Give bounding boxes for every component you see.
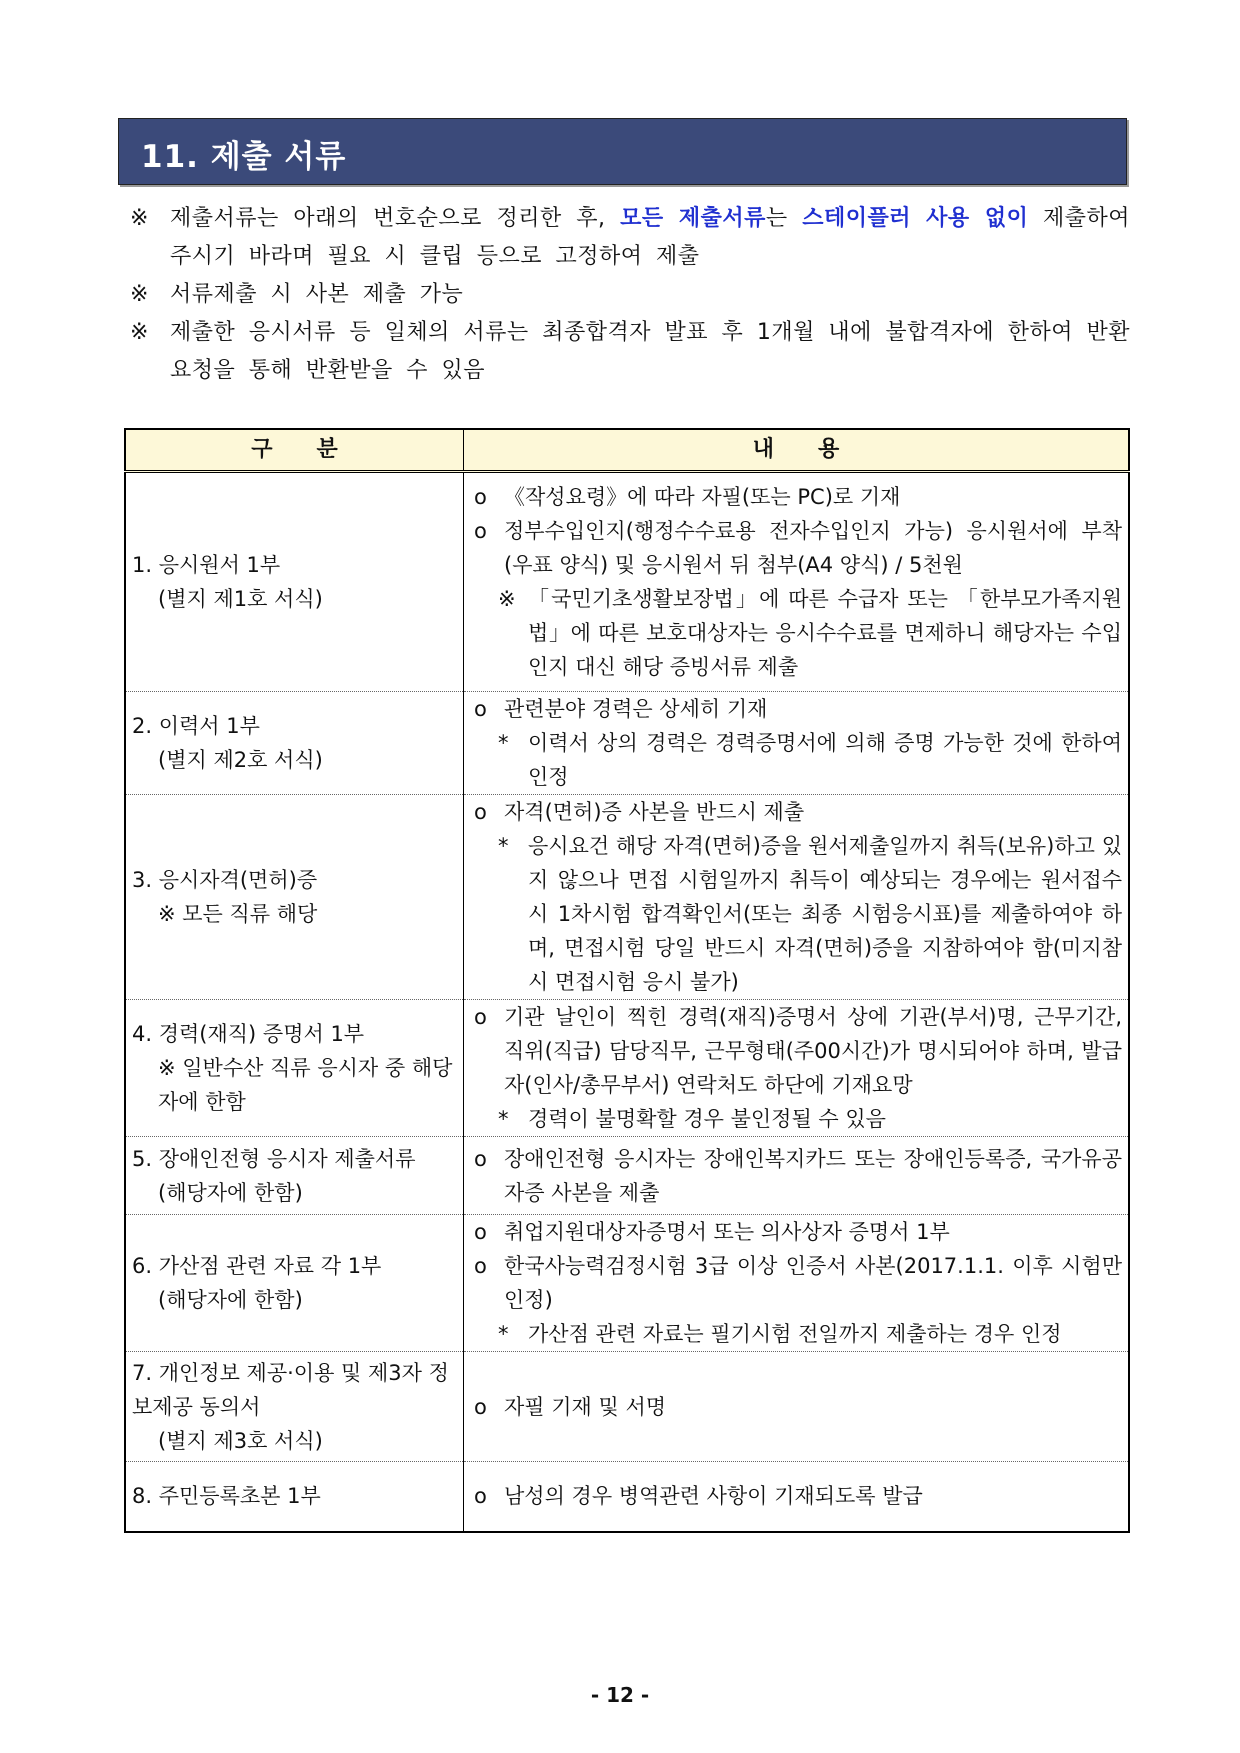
category-note: ※ 일반수산 직류 응시자 중 해당자에 한함 <box>158 1056 453 1114</box>
table-row <box>125 1462 1129 1532</box>
details-cell <box>464 1462 1130 1532</box>
details-cell <box>464 795 1130 1000</box>
details-cell <box>464 692 1130 795</box>
category-note: (별지 제1호 서식) <box>158 587 323 611</box>
bullet-mark: o <box>474 519 487 543</box>
detail-line <box>474 582 1122 684</box>
bullet-mark: o <box>474 1005 487 1029</box>
detail-line <box>474 1215 1122 1249</box>
detail-text: 자필 기재 및 서명 <box>504 1394 667 1419</box>
bullet-mark: o <box>474 1146 487 1171</box>
detail-text: 기관 날인이 찍힌 경력(재직)증명서 상에 기관(부서)명, 근무기간, 직위(직급) 담당직무, 근무형태(주00시간)가 명시되어야 하며, 발급자(인사/총무부서) 연락처도 하단에 기재요망 <box>504 1005 1122 1097</box>
bullet-mark: * <box>498 1322 509 1346</box>
detail-text: 장애인전형 응시자는 장애인복지카드 또는 장애인등록증, 국가유공자증 사본을 제출 <box>504 1146 1122 1205</box>
bullet-mark: o <box>474 1254 487 1278</box>
category-note: (해당자에 한함) <box>158 1288 303 1312</box>
category-title: 3. 응시자격(면허)증 <box>132 868 318 892</box>
table-row <box>125 1137 1129 1215</box>
detail-line <box>474 1000 1122 1102</box>
category-title: 1. 응시원서 1부 <box>132 553 281 577</box>
note-item <box>130 276 1130 314</box>
detail-line <box>474 1249 1122 1317</box>
detail-text: 《작성요령》에 따라 자필(또는 PC)로 기재 <box>504 485 901 509</box>
category-title: 8. 주민등록초본 1부 <box>132 1484 321 1509</box>
category-cell <box>125 472 464 692</box>
detail-text: 가산점 관련 자료는 필기시험 전일까지 제출하는 경우 인정 <box>528 1322 1062 1346</box>
detail-text: 정부수입인지(행정수수료용 전자수입인지 가능) 응시원서에 부착(우표 양식) 및 응시원서 뒤 첨부(A4 양식) / 5천원 <box>504 519 1122 577</box>
category-note: (별지 제3호 서식) <box>158 1428 323 1453</box>
detail-text: 「국민기초생활보장법」에 따른 수급자 또는 「한부모가족지원법」에 따른 보호대상자는 응시수수료를 면제하니 해당자는 수입인지 대신 해당 증빙서류 제출 <box>528 587 1122 679</box>
detail-text: 자격(면허)증 사본을 반드시 제출 <box>504 800 805 824</box>
category-note: ※ 모든 직류 해당 <box>158 902 318 926</box>
detail-line <box>474 726 1122 794</box>
detail-text: 취업지원대상자증명서 또는 의사상자 증명서 1부 <box>504 1220 950 1244</box>
table-row <box>125 1215 1129 1352</box>
details-cell <box>464 1000 1130 1137</box>
note-text <box>170 276 1130 314</box>
note-text <box>170 200 1130 276</box>
details-cell <box>464 1352 1130 1462</box>
detail-line <box>474 1390 1122 1424</box>
bullet-mark: o <box>474 800 487 824</box>
detail-line <box>474 1479 1122 1513</box>
detail-line <box>474 1142 1122 1210</box>
table-row <box>125 1000 1129 1137</box>
bullet-mark: * <box>498 1107 509 1131</box>
category-note: (해당자에 한함) <box>158 1180 303 1205</box>
detail-text: 관련분야 경력은 상세히 기재 <box>504 697 768 721</box>
bullet-mark: o <box>474 1394 487 1419</box>
category-cell <box>125 692 464 795</box>
documents-table <box>124 428 1130 1533</box>
bullet-mark: o <box>474 697 487 721</box>
table-row <box>125 472 1129 692</box>
detail-line <box>474 1317 1122 1351</box>
notes-block <box>130 200 1130 390</box>
note-fragment: 서류제출 시 사본 제출 가능 <box>170 282 464 307</box>
detail-line <box>474 692 1122 726</box>
detail-text: 이력서 상의 경력은 경력증명서에 의해 증명 가능한 것에 한하여 인정 <box>528 731 1122 789</box>
note-mark: ※ <box>130 282 149 307</box>
bullet-mark: o <box>474 1484 487 1509</box>
note-fragment: 는 <box>765 206 803 231</box>
bullet-mark: o <box>474 485 487 509</box>
note-item <box>130 314 1130 390</box>
header-details: 내 용 <box>464 429 1130 472</box>
details-cell <box>464 472 1130 692</box>
note-highlight: 모든 제출서류 <box>620 206 766 231</box>
table-row <box>125 692 1129 795</box>
detail-text: 응시요건 해당 자격(면허)증을 원서제출일까지 취득(보유)하고 있지 않으나 면접 시험일까지 취득이 예상되는 경우에는 원서접수 시 1차시험 합격확인서(또는 최종 시험응시표)를 제출하여야 하며, 면접시험 당일 반드시 자격(면허)증을 지참하여야 함(미지참 시 면접시험 응시 불가) <box>528 834 1122 994</box>
category-cell <box>125 1462 464 1532</box>
note-mark: ※ <box>130 320 149 345</box>
detail-text: 한국사능력검정시험 3급 이상 인증서 사본(2017.1.1. 이후 시험만 인정) <box>504 1254 1122 1312</box>
category-title: 5. 장애인전형 응시자 제출서류 <box>132 1146 416 1171</box>
category-cell <box>125 795 464 1000</box>
section-title-bar <box>118 118 1127 185</box>
note-fragment: 제출하여 주시기 바라며 필요 시 클립 등으로 고정하여 제출 <box>170 206 1130 269</box>
detail-text: 남성의 경우 병역관련 사항이 기재되도록 발급 <box>504 1484 923 1509</box>
category-cell <box>125 1137 464 1215</box>
note-mark: ※ <box>130 206 149 231</box>
page-number: - 12 - <box>590 1683 650 1707</box>
category-cell <box>125 1352 464 1462</box>
detail-line <box>474 480 1122 514</box>
details-cell <box>464 1137 1130 1215</box>
bullet-mark: o <box>474 1220 487 1244</box>
detail-line <box>474 1102 1122 1136</box>
note-fragment: 제출서류는 아래의 번호순으로 정리한 후, <box>170 206 621 231</box>
table-row <box>125 795 1129 1000</box>
bullet-mark: * <box>498 731 509 755</box>
table-row <box>125 1352 1129 1462</box>
note-item <box>130 200 1130 276</box>
note-highlight: 스테이플러 사용 없이 <box>802 206 1029 231</box>
category-title: 7. 개인정보 제공·이용 및 제3자 정보제공 동의서 <box>132 1360 449 1419</box>
note-fragment: 제출한 응시서류 등 일체의 서류는 최종합격자 발표 후 1개월 내에 불합격자에 한하여 반환요청을 통해 반환받을 수 있음 <box>170 320 1130 383</box>
category-cell <box>125 1215 464 1352</box>
header-category: 구 분 <box>125 429 464 472</box>
detail-text: 경력이 불명확할 경우 불인정될 수 있음 <box>528 1107 886 1131</box>
details-cell <box>464 1215 1130 1352</box>
category-title: 2. 이력서 1부 <box>132 714 260 738</box>
detail-line <box>474 514 1122 582</box>
detail-line <box>474 795 1122 829</box>
bullet-mark: * <box>498 834 509 858</box>
category-title: 6. 가산점 관련 자료 각 1부 <box>132 1254 382 1278</box>
category-note: (별지 제2호 서식) <box>158 748 323 772</box>
bullet-mark: ※ <box>498 587 516 611</box>
detail-line <box>474 829 1122 999</box>
category-title: 4. 경력(재직) 증명서 1부 <box>132 1022 365 1046</box>
note-text <box>170 314 1130 390</box>
table-header-row <box>125 429 1129 472</box>
category-cell <box>125 1000 464 1137</box>
section-title: 11. 제출 서류 <box>141 139 347 175</box>
